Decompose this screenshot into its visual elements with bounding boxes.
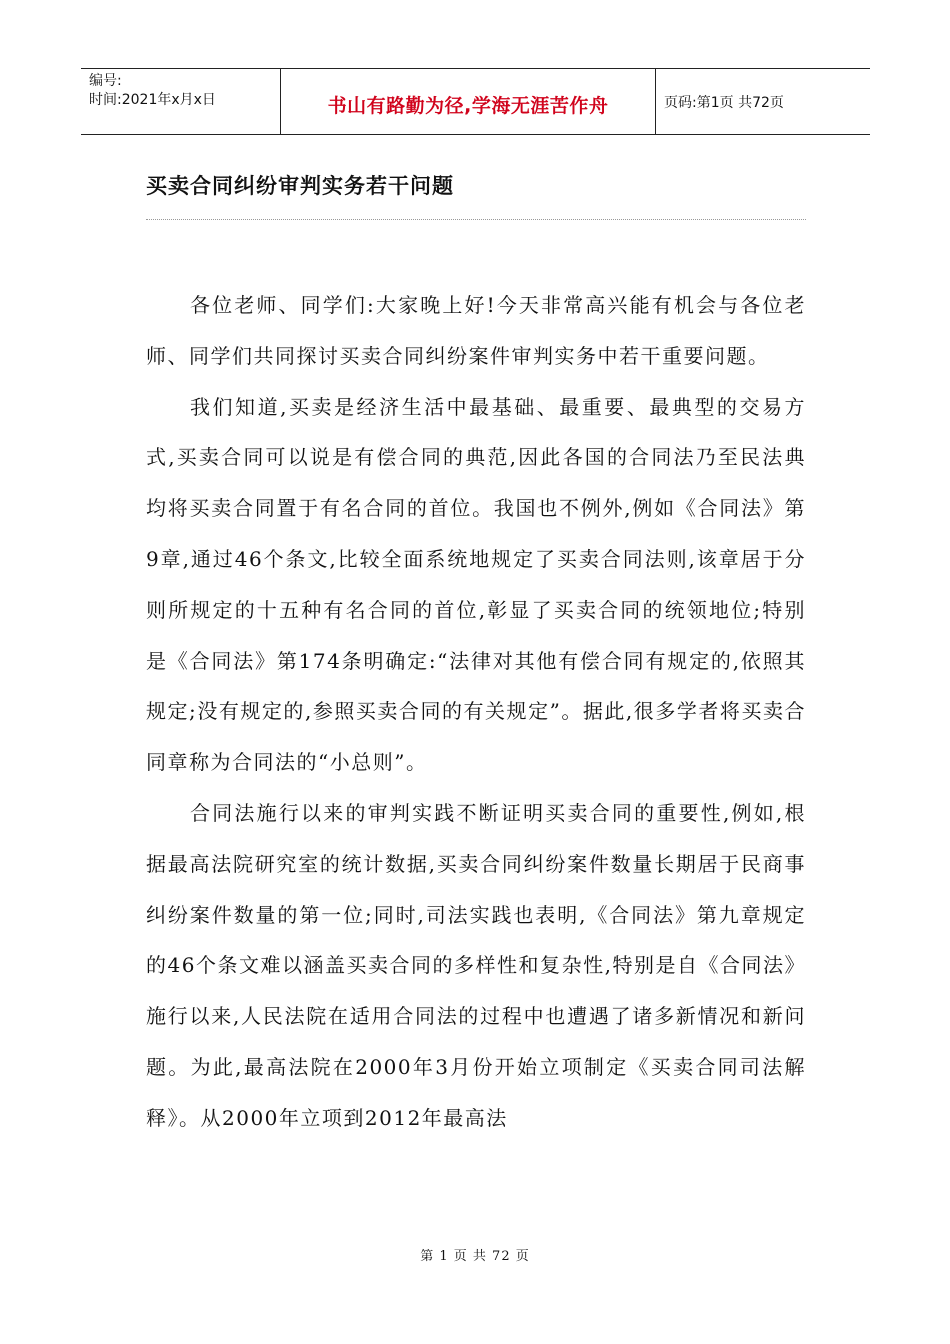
page-footer: 第 1 页 共 72 页: [420, 1249, 530, 1264]
document-date: 时间:2021年x月x日: [89, 92, 216, 108]
document-number-label: 编号:: [89, 73, 122, 89]
header-page-info: 页码:第1页 共72页: [664, 94, 784, 111]
document-header: [81, 68, 870, 135]
paragraph-greeting: 各位老师、同学们:大家晚上好!今天非常高兴能有机会与各位老师、同学们共同探讨买卖合同纠纷案件审判实务中若干重要问题。: [146, 293, 806, 368]
header-page-cell: [656, 69, 870, 134]
paragraph-sales-contract-importance: 我们知道,买卖是经济生活中最基础、最重要、最典型的交易方式,买卖合同可以说是有偿合同的典范,因此各国的合同法乃至民法典均将买卖合同置于有名合同的首位。我国也不例外,例如《合同法》第9章,通过46个条文,比较全面系统地规定了买卖合同法则,该章居于分则所规定的十五种有名合同的首位,彰显了买卖合同的统领地位;特别是《合同法》第174条明确定:“法律对其他有偿合同有规定的,依照其规定;没有规定的,参照买卖合同的有关规定”。据此,很多学者将买卖合同章称为合同法的“小总则”。: [146, 394, 806, 775]
paragraph-judicial-practice: 合同法施行以来的审判实践不断证明买卖合同的重要性,例如,根据最高法院研究室的统计数据,买卖合同纠纷案件数量长期居于民商事纠纷案件数量的第一位;同时,司法实践也表明,《合同法》第九章规定的46个条文难以涵盖买卖合同的多样性和复杂性,特别是自《合同法》施行以来,人民法院在适用合同法的过程中也遭遇了诸多新情况和新问题。为此,最高法院在2000年3月份开始立项制定《买卖合同司法解释》。从2000年立项到2012年最高法: [146, 800, 806, 1130]
document-body: [146, 280, 806, 1144]
header-motto: 书山有路勤为径,学海无涯苦作舟: [327, 95, 609, 117]
title-divider: [146, 219, 806, 220]
document-title: 买卖合同纠纷审判实务若干问题: [146, 174, 454, 198]
header-motto-cell: [281, 69, 656, 134]
header-meta-cell: [81, 69, 281, 134]
